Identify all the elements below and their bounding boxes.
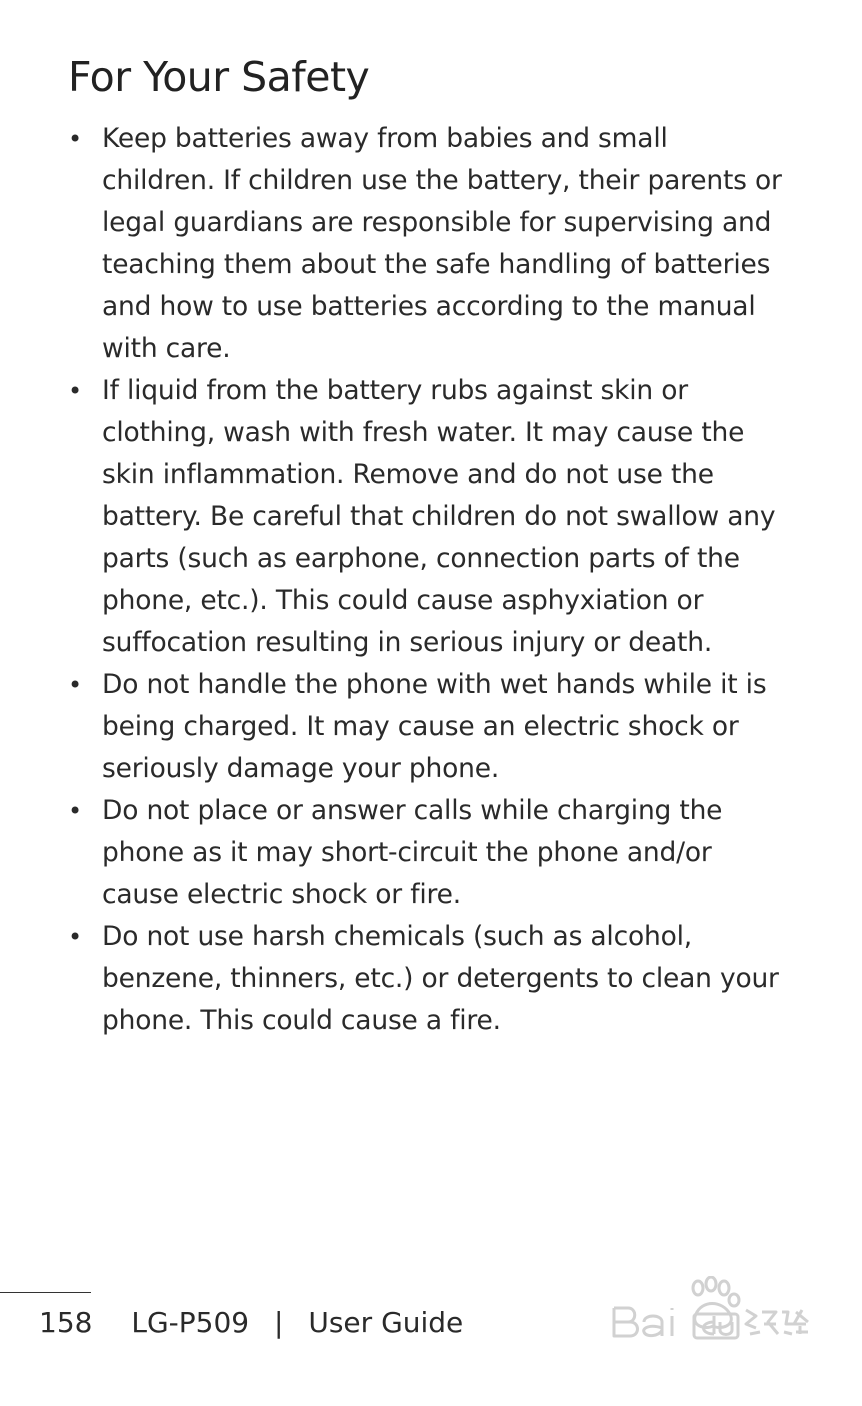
bullet-icon: • bbox=[68, 797, 82, 825]
list-item bbox=[68, 370, 788, 664]
list-item bbox=[68, 664, 788, 790]
footer-divider bbox=[0, 1292, 91, 1293]
bullet-icon: • bbox=[68, 377, 82, 405]
footer-separator: | bbox=[274, 1306, 284, 1339]
model-name: LG-P509 bbox=[131, 1306, 250, 1339]
bullet-icon: • bbox=[68, 923, 82, 951]
list-item-text: Do not place or answer calls while charging the phone as it may short-circuit the phone and/or cause electric shock or fire. bbox=[102, 795, 723, 910]
page-number: 158 bbox=[39, 1306, 93, 1339]
list-item-text: If liquid from the battery rubs against skin or clothing, wash with fresh water. It may cause the skin inflammation. Remove and do not use the battery. Be careful that children do not swallow any parts (such as earphone, connection parts of the phone, etc.). This could cause asphyxiation or suffocation resulting in serious injury or death. bbox=[102, 375, 776, 658]
list-item bbox=[68, 118, 788, 370]
guide-label: User Guide bbox=[308, 1306, 464, 1339]
list-item bbox=[68, 790, 788, 916]
page-title: For Your Safety bbox=[68, 53, 370, 101]
list-item-text: Do not use harsh chemicals (such as alcohol, benzene, thinners, etc.) or detergents to clean your phone. This could cause a fire. bbox=[102, 921, 779, 1036]
paw-icon bbox=[610, 1276, 810, 1376]
list-item-text: Do not handle the phone with wet hands while it is being charged. It may cause an electric shock or seriously damage your phone. bbox=[102, 669, 767, 784]
bullet-icon: • bbox=[68, 671, 82, 699]
list-item bbox=[68, 916, 788, 1042]
page-footer bbox=[39, 1303, 463, 1343]
safety-bullet-list bbox=[68, 118, 788, 1042]
baidu-watermark-logo bbox=[610, 1276, 810, 1376]
list-item-text: Keep batteries away from babies and small children. If children use the battery, their parents or legal guardians are responsible for supervising and teaching them about the safe handling of batteries and how to use batteries according to the manual with care. bbox=[102, 123, 782, 364]
bullet-icon: • bbox=[68, 125, 82, 153]
